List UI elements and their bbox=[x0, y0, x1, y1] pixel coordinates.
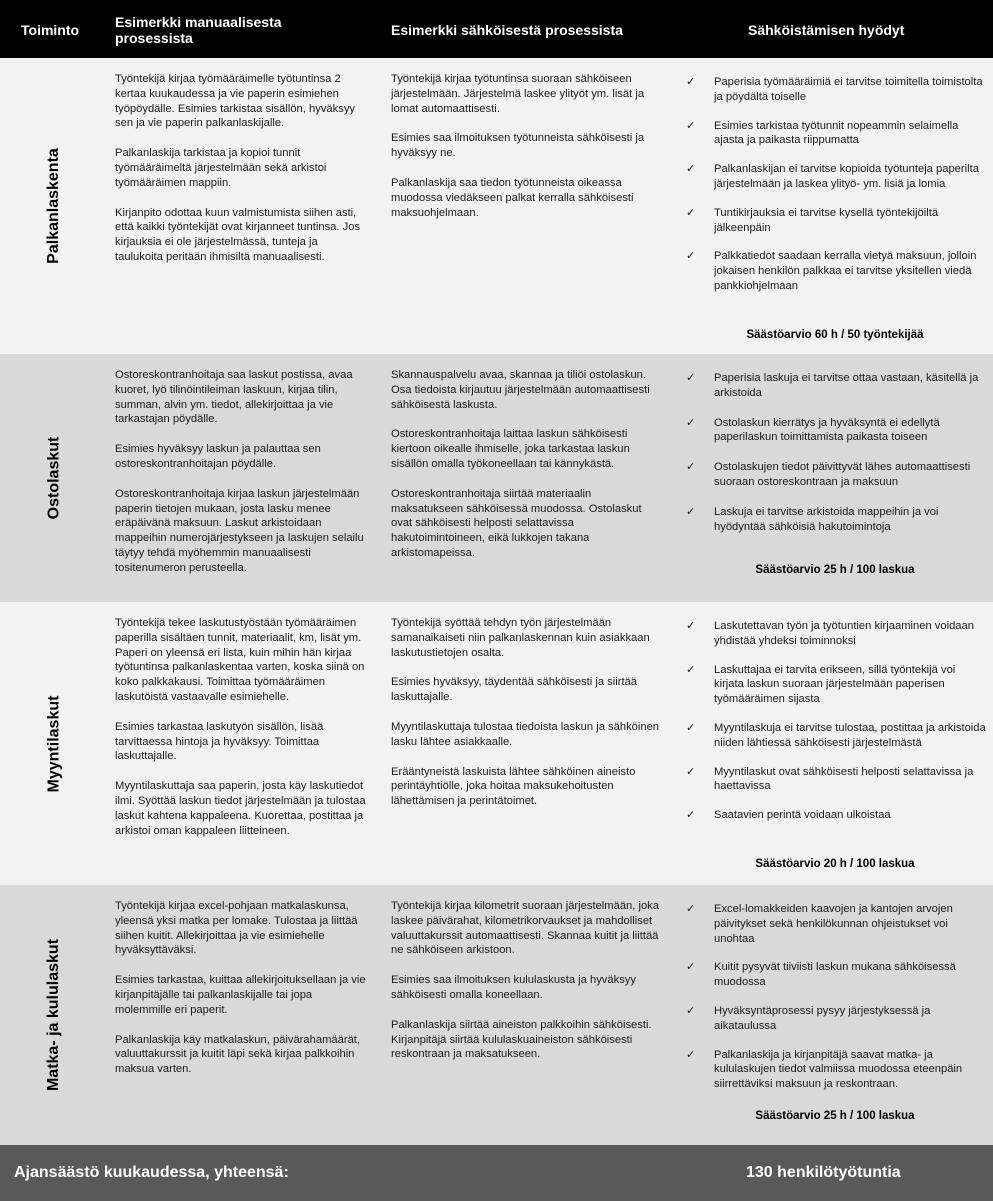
benefit-item bbox=[686, 460, 986, 490]
manual-paragraph: Myyntilaskuttaja saa paperin, josta käy laskutiedot ilmi. Syöttää laskun tiedot järjestelmään ja tulostaa laskut kahtena kappaleena. Kuorettaa, postittaa ja arkistoi oman kappaleen liitteineen. bbox=[115, 780, 366, 837]
check-icon: ✓ bbox=[686, 721, 696, 734]
digital-paragraph: Palkanlaskija siirtää aineiston palkkoihin sähköisesti. Kirjanpitäjä siirtää kululaskuaineiston sähköisesti reskontraan ja maksatukseen. bbox=[391, 1018, 652, 1061]
benefit-text: Esimies tarkistaa työtunnit nopeammin selaimella ajasta ja paikasta riippumatta bbox=[714, 119, 959, 147]
manual-paragraph: Esimies tarkastaa laskutyön sisällön, lisää tarvittaessa hintoja ja hyväksyy. Toimittaa laskuttajalle. bbox=[115, 720, 324, 763]
benefit-text: Laskuttajaa ei tarvita erikseen, sillä työntekijä voi kirjata laskun suoraan järjestelmään paperisen työmääräimen sijasta bbox=[714, 663, 956, 706]
digital-paragraph: Esimies saa ilmoituksen työtunneista sähköisesti ja hyväksyy ne. bbox=[391, 132, 645, 160]
benefit-item bbox=[686, 416, 986, 446]
manual-process bbox=[115, 616, 367, 853]
footer-total: 130 henkilötyötuntia bbox=[746, 1164, 901, 1181]
benefit-item bbox=[686, 902, 986, 946]
manual-paragraph: Työntekijä kirjaa työmääräimelle työtuntinsa 2 kertaa kuukaudessa ja vie paperin esimiehen työpöydälle. Esimies tarkistaa sisällön, hyväksyy sen ja vie paperin palkanlaskijalle. bbox=[115, 73, 356, 130]
digital-process bbox=[391, 616, 663, 824]
saving-estimate: Säästöarvio 25 h / 100 laskua bbox=[755, 1110, 915, 1122]
benefits-list bbox=[686, 619, 986, 823]
row-label: Matka- ja kululaskut bbox=[45, 938, 63, 1092]
benefit-item bbox=[686, 206, 986, 236]
benefit-text: Laskuja ei tarvitse arkistoida mappeihin ja voi hyödyntää sähköisiä hakutoimintoja bbox=[714, 505, 939, 533]
benefit-item bbox=[686, 162, 986, 192]
benefit-item bbox=[686, 1004, 986, 1034]
check-icon: ✓ bbox=[686, 903, 696, 915]
benefit-text: Paperisia työmääräimiä ei tarvitse toimitella toimistolta ja pöydältä toiselle bbox=[714, 76, 983, 103]
row-label-cell bbox=[0, 354, 108, 602]
manual-paragraph: Ostoreskontranhoitaja saa laskut postissa, avaa kuoret, lyö tilinöintileiman laskuun, kirjaa tilin, summan, alvin ym. tiedot, allekirjoittaa ja vie tarkastajan pöydälle. bbox=[115, 369, 353, 426]
check-icon: ✓ bbox=[686, 505, 696, 518]
check-icon: ✓ bbox=[686, 809, 696, 822]
digital-process bbox=[391, 368, 663, 576]
digital-paragraph: Esimies saa ilmoituksen kululaskusta ja hyväksyy sähköisesti omalla koneellaan. bbox=[391, 974, 636, 1001]
benefit-text: Hyväksyntäprosessi pysyy järjestyksessä ja aikataulussa bbox=[714, 1004, 931, 1032]
digital-process bbox=[391, 899, 663, 1077]
digital-paragraph: Esimies hyväksyy, täydentää sähköisesti ja siirtää laskuttajalle. bbox=[391, 676, 638, 704]
header-manual: Esimerkki manuaalisesta prosessista bbox=[115, 14, 282, 46]
row-label-cell bbox=[0, 885, 108, 1145]
check-icon: ✓ bbox=[686, 1004, 696, 1017]
footer-label: Ajansäästö kuukaudessa, yhteensä: bbox=[14, 1164, 289, 1181]
digital-paragraph: Palkanlaskija saa tiedon työtunneista oikeassa muodossa viedäkseen palkat kerralla sähköisesti maksuohjelmaan. bbox=[391, 176, 634, 219]
section-sales-invoices bbox=[0, 602, 993, 885]
benefit-text: Paperisia laskuja ei tarvitse ottaa vastaan, käsitellä ja arkistoida bbox=[714, 372, 979, 399]
check-icon: ✓ bbox=[686, 372, 696, 384]
check-icon: ✓ bbox=[686, 416, 696, 429]
check-icon: ✓ bbox=[686, 119, 696, 132]
check-icon: ✓ bbox=[686, 163, 696, 176]
benefit-text: Ostolaskun kierrätys ja hyväksyntä ei edellytä paperilaskun toimittamista paikasta toiseen bbox=[714, 416, 940, 444]
manual-paragraph: Kirjanpito odottaa kuun valmistumista siihen asti, että kaikki työntekijät ovat kirjanneet tuntinsa. Jos kirjauksia ei ole järjestelmässä, tunteja ja taulukoita peritään ihmisiltä manuaalisesti. bbox=[115, 206, 361, 263]
row-label: Myyntilaskut bbox=[44, 695, 62, 792]
benefit-item bbox=[686, 505, 986, 535]
row-label-cell bbox=[0, 602, 108, 885]
saving-estimate: Säästöarvio 25 h / 100 laskua bbox=[755, 564, 915, 576]
check-icon: ✓ bbox=[686, 206, 696, 219]
section-travel-expenses bbox=[0, 885, 993, 1145]
benefit-item bbox=[686, 119, 986, 149]
digital-process bbox=[391, 72, 663, 235]
digital-paragraph: Työntekijä syöttää tehdyn työn järjestelmään samanaikaiseti niin palkanlaskennan kuin asiakkaan laskutustietojen osalta. bbox=[391, 617, 650, 659]
benefits-list bbox=[686, 75, 986, 294]
manual-paragraph: Työntekijä tekee laskutustyöstään työmääräimen paperilla sisältäen tunnit, materiaalit, km, lisät ym. Paperi on yleensä eri lista, kuin mihin hän kirjaa työtuntinsa palkanlaskentaa varten, koska siinä on koko palkkakausi. Toimittaa työmääräimen laskutöistä vastaavalle esimiehelle. bbox=[115, 617, 365, 703]
check-icon: ✓ bbox=[686, 1048, 696, 1061]
digital-paragraph: Myyntilaskuttaja tulostaa tiedoista laskun ja sähköinen lasku lähtee asiakkaalle. bbox=[391, 720, 660, 748]
benefit-item bbox=[686, 765, 986, 795]
check-icon: ✓ bbox=[686, 663, 696, 676]
check-icon: ✓ bbox=[686, 250, 696, 263]
row-label: Palkanlaskenta bbox=[45, 148, 62, 264]
benefit-text: Laskutettavan työn ja työtuntien kirjaaminen voidaan yhdistää yhdeksi toiminnoksi bbox=[714, 620, 974, 647]
manual-paragraph: Työntekijä kirjaa excel-pohjaan matkalaskunsa, yleensä yksi matka per lomake. Tulostaa ja liittää siihen kuitit. Allekirjoittaa ja vie esimiehelle hyväksyttäväksi. bbox=[115, 900, 358, 957]
benefit-text: Palkanlaskija ja kirjanpitäjä saavat matka- ja kululaskujen tiedot valmiissa muodossa eteenpäin siirrettäviksi maksuun ja reskontraan. bbox=[714, 1048, 963, 1091]
benefit-text: Kuitit pysyvät tiiviisti laskun mukana sähköisessä muodossa bbox=[714, 961, 956, 989]
check-icon: ✓ bbox=[686, 961, 696, 974]
manual-paragraph: Esimies hyväksyy laskun ja palauttaa sen ostoreskontranhoitajan pöydälle. bbox=[115, 443, 321, 470]
benefits-list bbox=[686, 902, 986, 1092]
digital-paragraph: Ostoreskontranhoitaja siirtää materiaalin maksatukseen sähköisessä muodossa. Ostolaskut ovat sähköisesti helposti selattavissa hakutoimintoineen, eikä lukkojen takana arkistomapeissa. bbox=[391, 487, 642, 559]
manual-process bbox=[115, 72, 367, 280]
check-icon: ✓ bbox=[686, 765, 696, 778]
section-payroll bbox=[0, 58, 993, 354]
benefit-item bbox=[686, 808, 986, 823]
manual-paragraph: Esimies tarkastaa, kuittaa allekirjoituksellaan ja vie kirjanpitäjälle tai palkanlaskijalle tai jopa molemmille eri paperit. bbox=[115, 974, 366, 1016]
benefit-item bbox=[686, 663, 986, 707]
manual-process bbox=[115, 368, 367, 591]
check-icon: ✓ bbox=[686, 620, 696, 632]
benefit-text: Palkanlaskijan ei tarvitse kopioida työtunteja paperilta järjestelmään ja laskea ylityö- ym. lisiä ja lomia bbox=[714, 163, 979, 190]
benefit-item bbox=[686, 960, 986, 990]
digital-paragraph: Erääntyneistä laskuista lähtee sähköinen aineisto perintäyhtiölle, joka hoitaa maksukehoitusten lähettämisen ja perintätoimet. bbox=[391, 765, 636, 808]
benefit-text: Myyntilaskut ovat sähköisesti helposti selattavissa ja haettavissa bbox=[714, 765, 974, 793]
header-task: Toiminto bbox=[21, 22, 80, 38]
benefit-text: Saatavien perintä voidaan ulkoistaa bbox=[714, 809, 891, 822]
row-label: Ostolaskut bbox=[45, 436, 62, 520]
digital-paragraph: Työntekijä kirjaa kilometrit suoraan järjestelmään, joka laskee päivärahat, kilometrikorvaukset ja mahdolliset valuuttakurssit automaattisesti. Skannaa kuitit ja liittää ne sähköiseen arkistoon. bbox=[391, 900, 659, 957]
header-digital: Esimerkki sähköisestä prosessista bbox=[391, 22, 623, 38]
table-header bbox=[0, 0, 993, 58]
benefit-text: Myyntilaskuja ei tarvitse tulostaa, postittaa ja arkistoida niiden lähtiessä sähköisesti järjestelmästä bbox=[714, 721, 986, 749]
benefit-item bbox=[686, 1048, 986, 1092]
row-label-cell bbox=[0, 58, 108, 354]
benefits-list bbox=[686, 371, 986, 534]
benefit-text: Palkkatiedot saadaan kerralla vietyä maksuun, jolloin jokaisen henkilön palkkaa ei tarvitse yksitellen viedä pankkiohjelmaan bbox=[714, 250, 977, 292]
benefit-item bbox=[686, 619, 986, 649]
benefit-text: Excel-lomakkeiden kaavojen ja kantojen arvojen päivitykset sekä henkilökunnan ohjeistukset voi unohtaa bbox=[714, 903, 953, 945]
digital-paragraph: Työntekijä kirjaa työtuntinsa suoraan sähköiseen järjestelmään. Järjestelmä laskee ylityöt ym. lisät ja lomat automaattisesti. bbox=[391, 73, 645, 115]
check-icon: ✓ bbox=[686, 461, 696, 474]
section-purchase-invoices bbox=[0, 354, 993, 602]
manual-process bbox=[115, 899, 367, 1092]
saving-estimate: Säästöarvio 20 h / 100 laskua bbox=[755, 858, 915, 870]
digital-paragraph: Ostoreskontranhoitaja laittaa laskun sähköisesti kiertoon oikealle ihmiselle, joka tarkastaa laskun sisällön omalla työkoneellaan tai kännykästä. bbox=[391, 428, 630, 470]
benefit-item bbox=[686, 75, 986, 105]
saving-estimate: Säästöarvio 60 h / 50 työntekijää bbox=[746, 329, 924, 341]
check-icon: ✓ bbox=[686, 76, 696, 88]
manual-paragraph: Palkanlaskija tarkistaa ja kopioi tunnit työmääräimeltä järjestelmään sekä arkistoi työmääräimen mappiin. bbox=[115, 147, 327, 189]
manual-paragraph: Ostoreskontranhoitaja kirjaa laskun järjestelmään paperin tietojen mukaan, josta lasku menee eräpäivänä maksuun. Laskut arkistoidaan mappeihin numerojärjestykseen ja laskujen selailu täytyy tehdä myöhemmin manuaalisesti tositenumeron perusteella. bbox=[115, 487, 364, 574]
manual-paragraph: Palkanlaskija käy matkalaskun, päivärahamäärät, valuuttakurssit ja kuitit läpi sekä kirjaa palkkoihin maksua varten. bbox=[115, 1033, 361, 1076]
benefit-text: Tuntikirjauksia ei tarvitse kysellä työntekijöiltä jälkeenpäin bbox=[714, 206, 939, 234]
header-benefits: Sähköistämisen hyödyt bbox=[748, 22, 905, 38]
digital-paragraph: Skannauspalvelu avaa, skannaa ja tiliöi ostolaskun. Osa tiedoista kirjautuu järjestelmään automaattisesti sähköisestä laskusta. bbox=[391, 369, 650, 411]
benefit-item bbox=[686, 249, 986, 293]
table-footer bbox=[0, 1145, 993, 1201]
benefit-text: Ostolaskujen tiedot päivittyvät lähes automaattisesti suoraan ostoreskontraan ja maksuun bbox=[714, 461, 971, 488]
benefit-item bbox=[686, 721, 986, 751]
benefit-item bbox=[686, 371, 986, 401]
